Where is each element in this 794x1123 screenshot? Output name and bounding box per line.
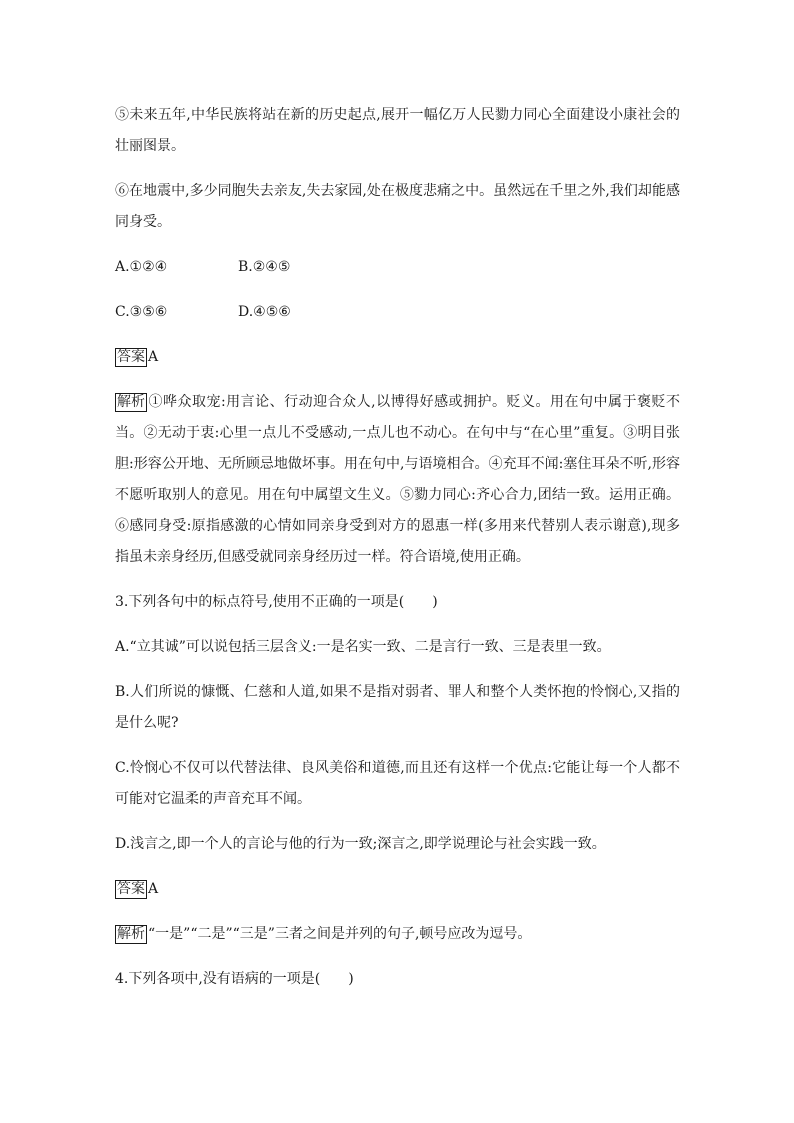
q2-option-d: D.④⑤⑥ (238, 304, 291, 320)
q3-answer (115, 874, 680, 905)
document-page (115, 100, 680, 1009)
analysis-tag: 解析 (117, 394, 145, 410)
answer-tag: 答案 (117, 349, 145, 365)
q2-option-a: A.①②④ (115, 259, 168, 275)
q2-options-row-1 (115, 252, 680, 283)
q3-analysis (115, 919, 680, 950)
q3-stem: 3.下列各句中的标点符号,使用不正确的一项是( ) (115, 594, 438, 610)
q3-option-a: A.“立其诚”可以说包括三层含义:一是名实一致、二是言行一致、三是表里一致。 (115, 639, 611, 655)
analysis-tag: 解析 (117, 926, 145, 942)
q2-answer (115, 342, 680, 373)
sentence-5: ⑤未来五年,中华民族将站在新的历史起点,展开一幅亿万人民勠力同心全面建设小康社会的壮丽图景。 (115, 107, 680, 154)
q3-option-d: D.浅言之,即一个人的言论与他的行为一致;深言之,即学说理论与社会实践一致。 (115, 836, 606, 852)
q4-stem: 4.下列各项中,没有语病的一项是( ) (115, 971, 354, 987)
q3-option-b: B.人们所说的慷慨、仁慈和人道,如果不是指对弱者、罪人和整个人类怀抱的怜悯心,又指的是什么呢? (115, 684, 680, 731)
q2-analysis (115, 387, 680, 573)
answer-tag: 答案 (117, 881, 145, 897)
sentence-6: ⑥在地震中,多少同胞失去亲友,失去家园,处在极度悲痛之中。虽然远在千里之外,我们却能感同身受。 (115, 183, 680, 230)
q2-options-row-2 (115, 297, 680, 328)
q3-analysis-text: “一是”“二是”“三是”三者之间是并列的句子,顿号应改为逗号。 (148, 926, 532, 942)
q2-analysis-text: ①哗众取宠:用言论、行动迎合众人,以博得好感或拥护。贬义。用在句中属于褒贬不当。②无动于衷:心里一点儿不受感动,一点儿也不动心。在句中与“在心里”重复。③明目张胆:形容公开地、无所顾忌地做坏事。用在句中,与语境相合。④充耳不闻:塞住耳朵不听,形容不愿听取别人的意见。用在句中属望文生义。⑤勠力同心:齐心合力,团结一致。运用正确。⑥感同身受:原指感激的心情如同亲身受到对方的恩惠一样(多用来代替别人表示谢意),现多指虽未亲身经历,但感受就同亲身经历过一样。符合语境,使用正确。 (115, 394, 680, 565)
q2-option-c: C.③⑤⑥ (115, 304, 168, 320)
q2-option-b: B.②④⑤ (238, 259, 291, 275)
q3-option-c: C.怜悯心不仅可以代替法律、良风美俗和道德,而且还有这样一个优点:它能让每一个人都不可能对它温柔的声音充耳不闻。 (115, 760, 680, 807)
q2-answer-value: A (148, 349, 159, 365)
q3-answer-value: A (148, 881, 159, 897)
